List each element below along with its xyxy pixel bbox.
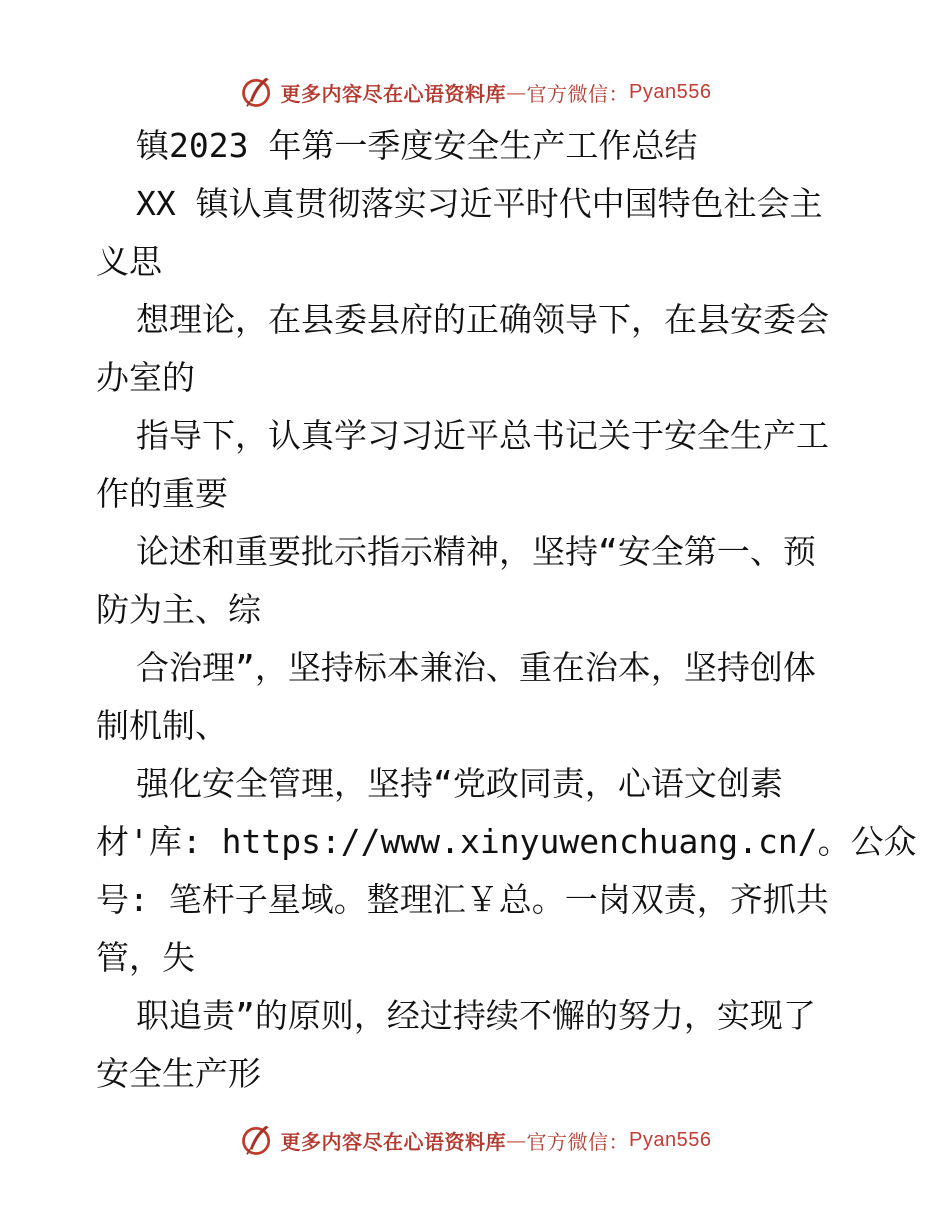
paragraph-line: 材'库: https://www.xinyuwenchuang.cn/。公众 [96, 822, 917, 861]
banner-site-text: 更多内容尽在心语资料库 [280, 1129, 507, 1154]
footer-banner [0, 1120, 950, 1160]
document-title: 镇2023 年第一季度安全生产工作总结 [136, 126, 698, 165]
paragraph-line: 义思 [96, 242, 162, 281]
banner-wechat-id: Pyan556 [629, 1128, 712, 1151]
paragraph-line: 指导下，认真学习习近平总书记关于安全生产工 [136, 416, 829, 455]
document-body [96, 117, 917, 1103]
banner-separator: — [506, 80, 527, 104]
paragraph-line: 合治理”，坚持标本兼治、重在治本，坚持创体 [136, 648, 816, 687]
banner-wechat-label: 官方微信： [526, 1129, 630, 1154]
paragraph-line: 想理论，在县委县府的正确领导下，在县安委会 [136, 300, 829, 339]
banner-separator: — [506, 1128, 527, 1152]
paragraph-line: 职追责”的原则，经过持续不懈的努力，实现了 [136, 996, 816, 1035]
paragraph-line: 号: 笔杆子星域。整理汇￥总。一岗双责，齐抓共 [96, 880, 829, 919]
banner-site-text: 更多内容尽在心语资料库 [280, 81, 507, 106]
paragraph-line: 办室的 [96, 358, 195, 397]
paragraph-line: 作的重要 [96, 474, 228, 513]
paragraph-line: 制机制、 [96, 706, 228, 745]
paragraph-line: 防为主、综 [96, 590, 261, 629]
paragraph-line: 管，失 [96, 938, 195, 977]
paragraph-line: 安全生产形 [96, 1054, 261, 1093]
paragraph-line: 论述和重要批示指示精神，坚持“安全第一、预 [136, 532, 816, 571]
paragraph-line: XX 镇认真贯彻落实习近平时代中国特色社会主 [136, 184, 823, 223]
banner-wechat-label: 官方微信： [526, 81, 630, 106]
paragraph-line: 强化安全管理，坚持“党政同责，心语文创素 [136, 764, 783, 803]
feather-pen-logo-icon [239, 74, 275, 110]
banner-wechat-id: Pyan556 [629, 80, 712, 103]
feather-pen-logo-icon [239, 1122, 275, 1158]
header-banner [0, 72, 950, 112]
